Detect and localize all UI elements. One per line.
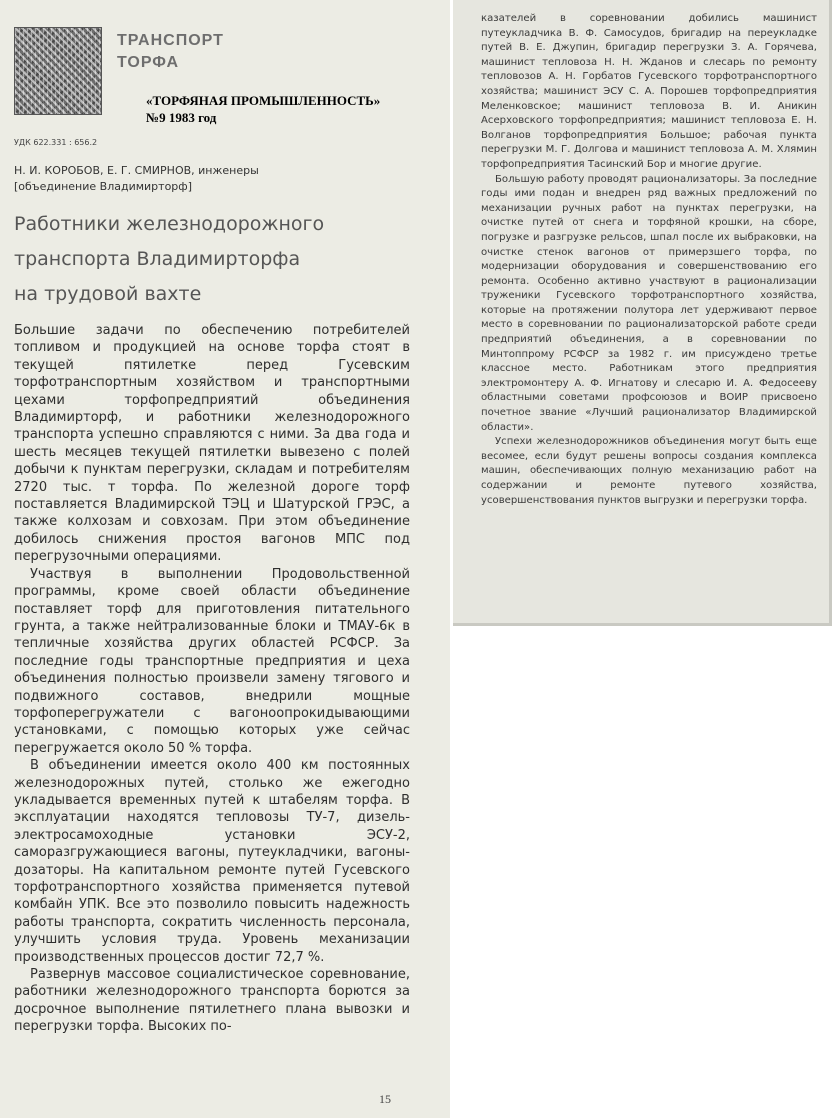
journal-name: «ТОРФЯНАЯ ПРОМЫШЛЕННОСТЬ» <box>146 93 381 108</box>
paragraph: Развернув массовое социалистическое соревнование, работники железнодорожного транспорта борются за досрочное выполнение пятилетнего плана вывозки и перегрузки торфа. Высоких по- <box>14 967 410 1035</box>
paragraph: Участвуя в выполнении Продовольственной программы, кроме своей области объединение поставляет торф для приготовления питательного грунта, а также нейтрализованные блоки и ТМАУ-6к в тепличные хозяйства других областей РСФСР. За последние годы транспортные предприятия и цеха объединения полностью произвели замену тягового и подвижного составов, внедрили мощные торфоперегружатели с вагоноопрокидывающими установками, с помощью которых уже сейчас перегружается около 50 % торфа. <box>14 566 410 756</box>
article-title-line3: на трудовой вахте <box>14 283 202 305</box>
journal-label <box>146 92 380 126</box>
page-number: 15 <box>379 1092 391 1106</box>
paragraph: Большую работу проводят рационализаторы. За последние годы ими подан и внедрен ряд важных предложений по механизации ручных работ на пунктах перегрузки, на очистке путей от снега и торфяной крошки, на сборе, погрузке и разгрузке рельсов, шпал после их выбраковки, на очистке стенок вагонов от примерзшего торфа, по модернизации оборудования и совершенствованию его ремонта. Особенно активно участвуют в рационализации труженики Гусевского торфотранспортного хозяйства, которые на протяжении полутора лет удерживают первое место в соревновании по рационализаторской работе среди предприятий объединения, а в соревновании по Минтоппрому РСФСР за 1982 г. им присуждено третье классное место. Работникам этого предприятия электромонтеру А. Ф. Игнатову и слесарю И. А. Федосееву областными советами профсоюзов и ВОИР присвоено почетное звание «Лучший рационализатор Владимирской области». <box>481 173 817 433</box>
article-title-line2: транспорта Владимирторфа <box>14 248 301 270</box>
udk-code: УДК 622.331 : 656.2 <box>14 138 98 147</box>
paragraph: В объединении имеется около 400 км постоянных железнодорожных путей, столько же ежегодно укладывается временных путей к штабелям торфа. В эксплуатации находятся тепловозы ТУ-7, дизель-электросамоходные установки ЭСУ-2, саморазгружающиеся вагоны, путеукладчики, вагоны-дозаторы. На капитальном ремонте путей Гусевского торфотранспортного хозяйства применяется путевой комбайн УПК. Все это позволило повысить надежность работы транспорта, сократить численность персонала, улучшить условия труда. Уровень механизации производственных процессов достиг 72,7 %. <box>14 758 410 965</box>
paragraph: Успехи железнодорожников объединения могут быть еще весомее, если будут решены вопросы создания комплекса машин, обеспечивающих полную механизацию работ на содержании и ремонте путевого хозяйства, усовершенствования пунктов выгрузки и перегрузки торфа. <box>481 436 817 506</box>
authors <box>14 163 259 195</box>
journal-issue: №9 1983 год <box>146 110 217 125</box>
section-title-line1: ТРАНСПОРТ <box>117 32 224 49</box>
authors-affiliation: [объединение Владимирторф] <box>14 180 192 193</box>
right-column-text <box>481 12 817 508</box>
authors-names: Н. И. КОРОБОВ, Е. Г. СМИРНОВ, инженеры <box>14 164 259 177</box>
paragraph: Большие задачи по обеспечению потребителей топливом и продукцией на основе торфа стоят в текущей пятилетке перед Гусевским торфотранспортным хозяйством и транспортными цехами торфопредприятий объединения Владимирторф, и работники железнодорожного транспорта успешно справляются с ними. За два года и шесть месяцев текущей пятилетки вывезено с полей добычи к пунктам перегрузки, складам и потребителям 2720 тыс. т торфа. По железной дороге торф поставляется Владимирской ТЭЦ и Шатурской ГРЭС, а также колхозам и совхозам. При этом объединение добилось снижения простоя вагонов МПС под перегрузочными операциями. <box>14 323 410 565</box>
qr-code <box>14 27 102 115</box>
article-title <box>14 207 354 312</box>
section-title-line2: ТОРФА <box>117 54 180 71</box>
paragraph: казателей в соревновании добились машинист путеукладчика В. Ф. Самосудов, бригадир на переукладке путей В. Е. Джупин, бригадир перегрузки З. А. Горячева, машинист тепловоза Н. Н. Жданов и слесарь по ремонту тепловозов А. Н. Горбатов Гусевского торфотранспортного хозяйства; машинист ЭСУ С. А. Порошев торфопредприятия Меленковское; машинист тепловоза В. И. Аникин Асерховского торфопредприятия; машинист тепловоза Е. Н. Волганов торфопредприятия Большое; рабочая пункта перегрузки М. Г. Долгова и машинист тепловоза А. М. Хлямин торфопредприятия Тасинский Бор и многие другие. <box>481 13 817 170</box>
article-title-line1: Работники железнодорожного <box>14 213 325 235</box>
section-title <box>117 30 224 74</box>
left-column-text <box>14 322 410 1036</box>
